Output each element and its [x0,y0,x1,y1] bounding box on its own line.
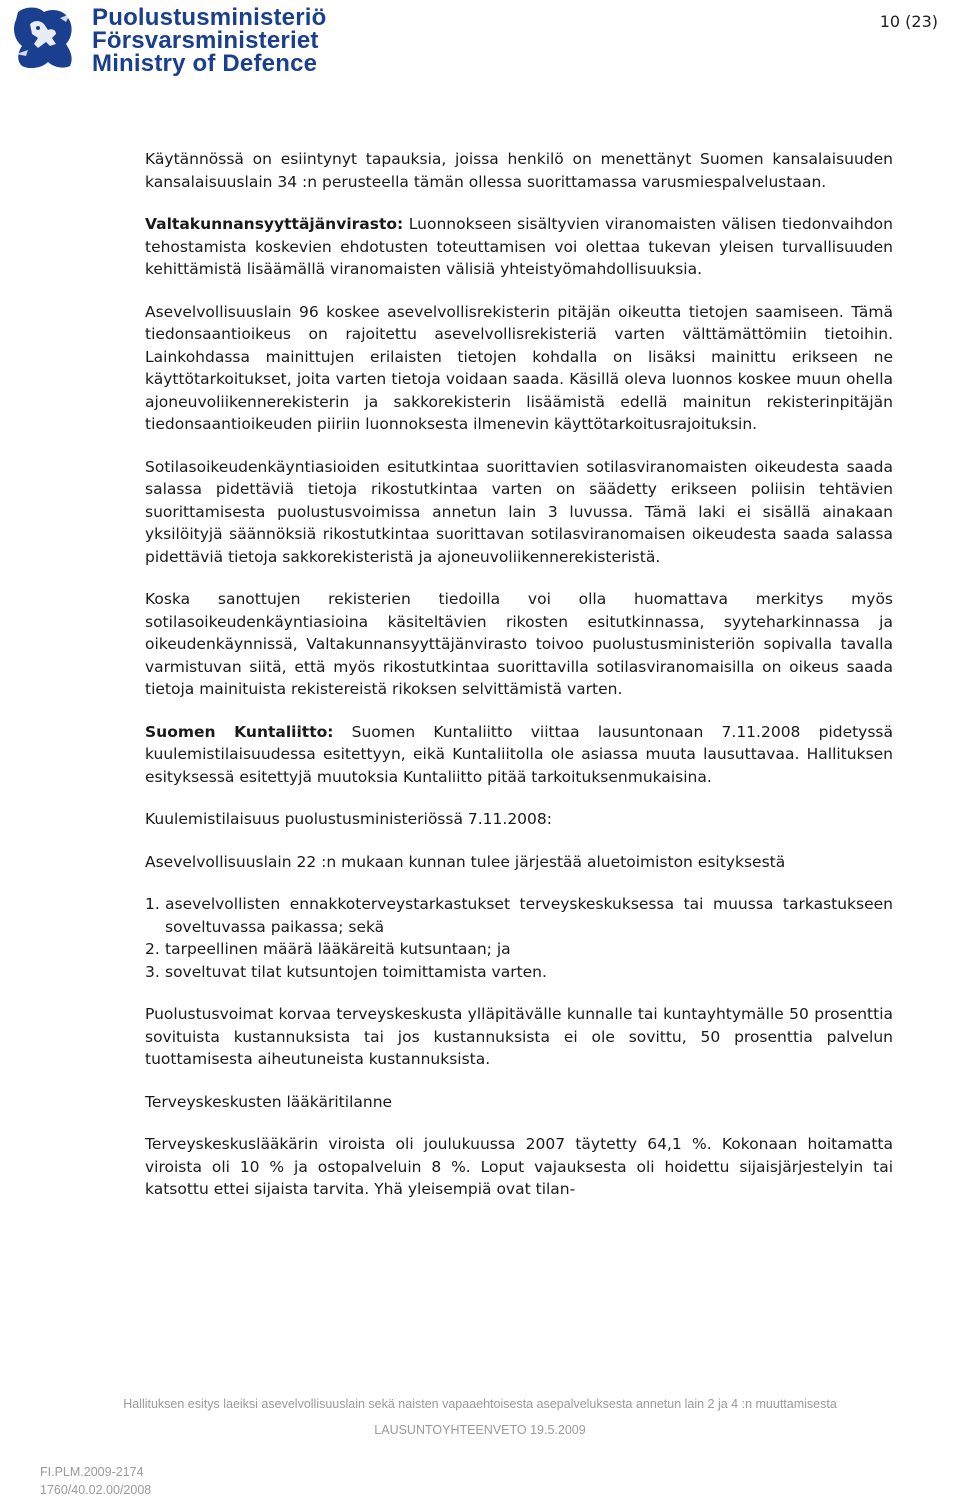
list-item: 3. soveltuvat tilat kutsuntojen toimittamista varten. [145,962,547,981]
document-body [145,148,893,1201]
letterhead [8,4,608,77]
record-number: 1760/40.02.00/2008 [40,1483,152,1497]
paragraph: Kuulemistilaisuus puolustusministeriössä 7.11.2008: [145,810,552,828]
section-heading: Terveyskeskusten lääkäritilanne [145,1092,393,1111]
numbered-list [145,893,893,983]
reference-number: FI.PLM.2009-2174 [40,1465,144,1479]
footer-reference [40,1463,151,1499]
paragraph-text: Luonnokseen sisältyvien viranomaisten välisen tiedonvaihdon tehostamista koskevien ehdotusten toteuttamisen voi olettaa tukevan yleisen turvallisuuden kehittämistä lisäämällä viranomaisten välisiä yhteistyömahdollisuuksia. [145,215,893,278]
paragraph: Asevelvollisuuslain 22 :n mukaan kunnan tulee järjestää aluetoimiston esityksestä [145,852,786,871]
paragraph-text: Suomen Kuntaliitto viittaa lausuntonaan 7.11.2008 pidetyssä kuulemistilaisuudessa esitettyyn, eikä Kuntaliitolla ole asiassa muuta lausuttavaa. Hallituksen esityksessä esitettyjä muutoksia Kuntaliitto pitää tarkoituksenmukaisina. [145,722,893,786]
paragraph: Sotilasoikeudenkäyntiasioiden esitutkintaa suorittavien sotilasviranomaisten oikeudesta saada salassa pidettäviä tietoja rikostutkintaa varten on säädetty erikseen poliisin tehtävien suorittamisesta puolustusvoimissa annetun lain 3 luvussa. Tämä laki ei sisällä ainakaan yksilöityjä säännöksiä rikostutkintaa suorittavan sotilasviranomaisen oikeudesta saada salassa pidettäviä tietoja sakkorekisteristä ja ajoneuvoliikennerekisteristä. [145,457,893,566]
ministry-name-sv: Försvarsministeriet [92,27,319,54]
lion-coat-of-arms-icon [8,4,80,74]
paragraph: Käytännössä on esiintynyt tapauksia, joissa henkilö on menettänyt Suomen kansalaisuuden kansalaisuuslain 34 :n perusteella tämän ollessa suorittamassa varusmiespalvelustaan. [145,150,893,191]
footer-summary-label: LAUSUNTOYHTEENVETO 19.5.2009 [374,1423,586,1437]
ministry-name-en: Ministry of Defence [92,50,318,77]
footer-document-title: Hallituksen esitys laeiksi asevelvollisuuslain sekä naisten vapaaehtoisesta asepalveluksesta annetun lain 2 ja 4 :n muuttamisesta [123,1397,837,1411]
paragraph [145,721,893,789]
ministry-names [92,6,327,75]
paragraph [145,213,893,281]
paragraph: Puolustusvoimat korvaa terveyskeskusta ylläpitävälle kunnalle tai kuntayhtymälle 50 prosenttia sovituista kustannuksista tai jos kustannuksista ei ole sovittu, 50 prosenttia palvelun tuottamisesta aiheutuneista kustannuksista. [145,1005,893,1068]
list-item: 2. tarpeellinen määrä lääkäreitä kutsuntaan; ja [145,940,511,958]
speaker-label: Valtakunnansyyttäjänvirasto: [145,215,404,233]
paragraph: Terveyskeskuslääkärin viroista oli joulukuussa 2007 täytetty 64,1 %. Kokonaan hoitamatta viroista oli 10 % ja ostopalveluin 8 %. Loput vajauksesta oli hoidettu sijaisjärjestelyin tai katsottu ettei sijaista tarvita. Yhä yleisempiä ovat tilan- [145,1135,893,1198]
page-number: 10 (23) [879,12,938,31]
ministry-name-fi: Puolustusministeriö [92,4,327,31]
list-item: 1. asevelvollisten ennakkoterveystarkastukset terveyskeskuksessa tai muussa tarkastukseen soveltuvassa paikassa; sekä [145,895,893,936]
paragraph: Koska sanottujen rekisterien tiedoilla voi olla huomattava merkitys myös sotilasoikeudenkäyntiasioina käsiteltävien rikosten esitutkinnassa, syyteharkinnassa ja oikeudenkäynnissä, Valtakunnansyyttäjänvirasto toivoo puolustusministeriön sopivalla tavalla varmistuvan siitä, että myös rikostutkintaa suorittavilla sotilasviranomaisilla on oikeus saada tietoja mainituista rekistereistä rikoksen selvittämistä varten. [145,590,893,698]
speaker-label: Suomen Kuntaliitto: [145,722,334,741]
paragraph: Asevelvollisuuslain 96 koskee asevelvollisrekisterin pitäjän oikeutta tietojen saamiseen. Tämä tiedonsaantioikeus on rajoitettu asevelvollisrekisteriä varten välttämättömiin tietoihin. Lainkohdassa mainittujen erilaisten tietojen kohdalla on lisäksi mainittu erikseen ne käyttötarkoitukset, joita varten tietoja voidaan saada. Käsillä oleva luonnos koskee muun ohella ajoneuvoliikennerekisterin ja sakkorekisterin lisäämistä edellä mainitun rekisterinpitäjän tiedonsaantioikeuden piiriin luonnoksesta ilmenevin käyttötarkoitusrajoituksin. [145,302,893,433]
